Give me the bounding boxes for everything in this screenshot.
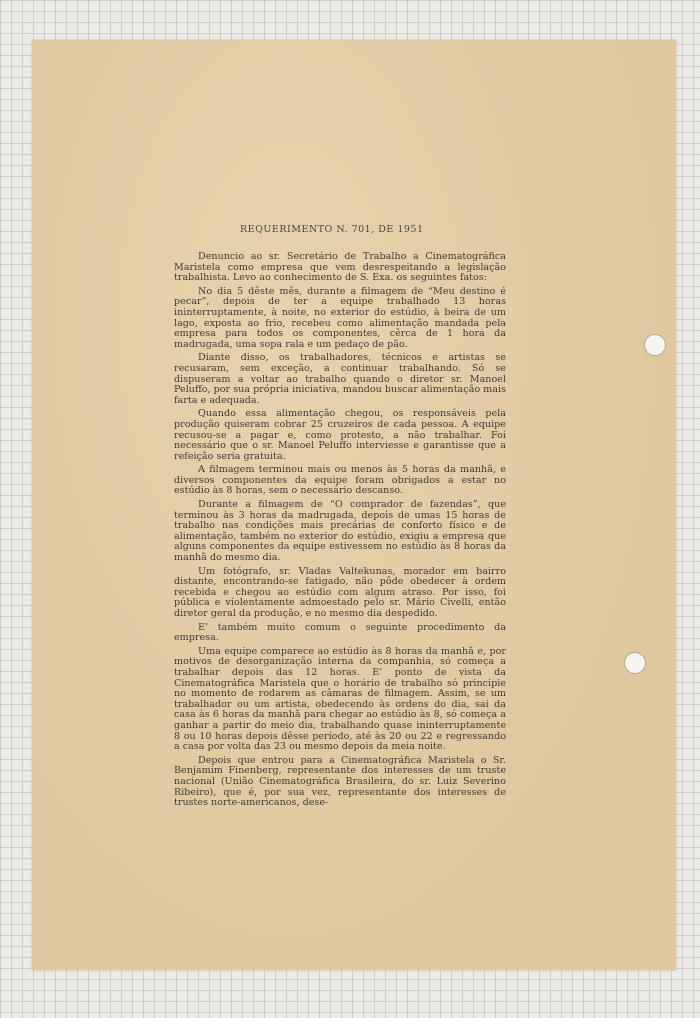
paragraph: Denuncio ao sr. Secretário de Trabalho a Cinematográfica Maristela como empresa que vem desrespeitando a legislação trabalhista. Levo ao conhecimento de S. Exa. os seguintes fatos: [174,251,506,284]
document-title: REQUERIMENTO N. 701, DE 1951 [240,224,424,235]
paragraph: Um fotógrafo, sr. Vladas Valtekunas, morador em bairro distante, encontrando-se fatigado, não pôde obedecer à ordem recebida e chegou ao estúdio com algum atraso. Por isso, foi pública e violentamente admoestado pelo sr. Mário Civelli, então diretor geral da produção, e no mesmo dia despedido. [174,565,506,619]
document-page [32,40,676,970]
punch-hole [624,652,646,674]
paragraph: Diante disso, os trabalhadores, técnicos e artistas se recusaram, sem exceção, a continuar trabalhando. Só se dispuseram a voltar ao trabalho quando o diretor sr. Manoel Peluffo, por sua própria iniciativa, mandou buscar alimentação mais farta e adequada. [174,352,506,406]
paragraph: E’ também muito comum o seguinte procedimento da empresa. [174,621,506,644]
document-body [174,252,506,812]
paragraph: No dia 5 dêste mês, durante a filmagem de “Meu destino é pecar”, depois de ter a equipe trabalhado 13 horas ininterruptamente, à noite, no exterior do estúdio, à beira de um lago, exposta ao frio, recebeu como alimentação mandada pela empresa para todos os componentes, cêrca de 1 hora da madrugada, uma sopa rala e um pedaço de pão. [174,285,506,350]
paragraph: Durante a filmagem de “O comprador de fazendas”, que terminou às 3 horas da madrugada, depois de umas 15 horas de trabalho nas condições mais precárias de conforto físico e de alimentação, também no exterior do estúdio, exigiu a empresa que alguns componentes da equipe estivessem no estúdio às 8 horas da manhã do mesmo dia. [174,499,506,564]
punch-hole [644,334,666,356]
paragraph: Depois que entrou para a Cinematográfica Maristela o Sr. Benjamim Finenberg, representante dos interesses de um truste nacional (União Cinematográfica Brasileira, do sr. Luiz Severino Ribeiro), que é, por sua vez, representante dos interesses de trustes norte-americanos, dese- [174,754,506,809]
paragraph: Uma equipe comparece ao estúdio às 8 horas da manhã e, por motivos de desorganização interna da companhia, só começa a trabalhar depois das 12 horas. E’ ponto de vista da Cinematográfica Maristela que o horário de trabalho só principie no momento de rodarem as câmaras de filmagem. Assim, se um trabalhador ou um artista, obedecendo às ordens do dia, sai da casa às 6 horas da manhã para chegar ao estúdio às 8, só começa a ganhar a partir do meio dia, trabalhando quase ininterruptamente 8 ou 10 horas depois dêsse período, até às 20 ou 22 e regressando a casa por volta das 23 ou mesmo depois da meia noite. [174,645,506,753]
paragraph: A filmagem terminou mais ou menos às 5 horas da manhã, e diversos componentes da equipe foram obrigados a estar no estúdio às 8 horas, sem o necessário descanso. [174,464,506,497]
paragraph: Quando essa alimentação chegou, os responsáveis pela produção quiseram cobrar 25 cruzeiros de cada pessoa. A equipe recusou-se a pagar e, como protesto, a não trabalhar. Foi necessário que o sr. Manoel Peluffo interviesse e garantisse que a refeição seria gratuita. [174,408,506,462]
